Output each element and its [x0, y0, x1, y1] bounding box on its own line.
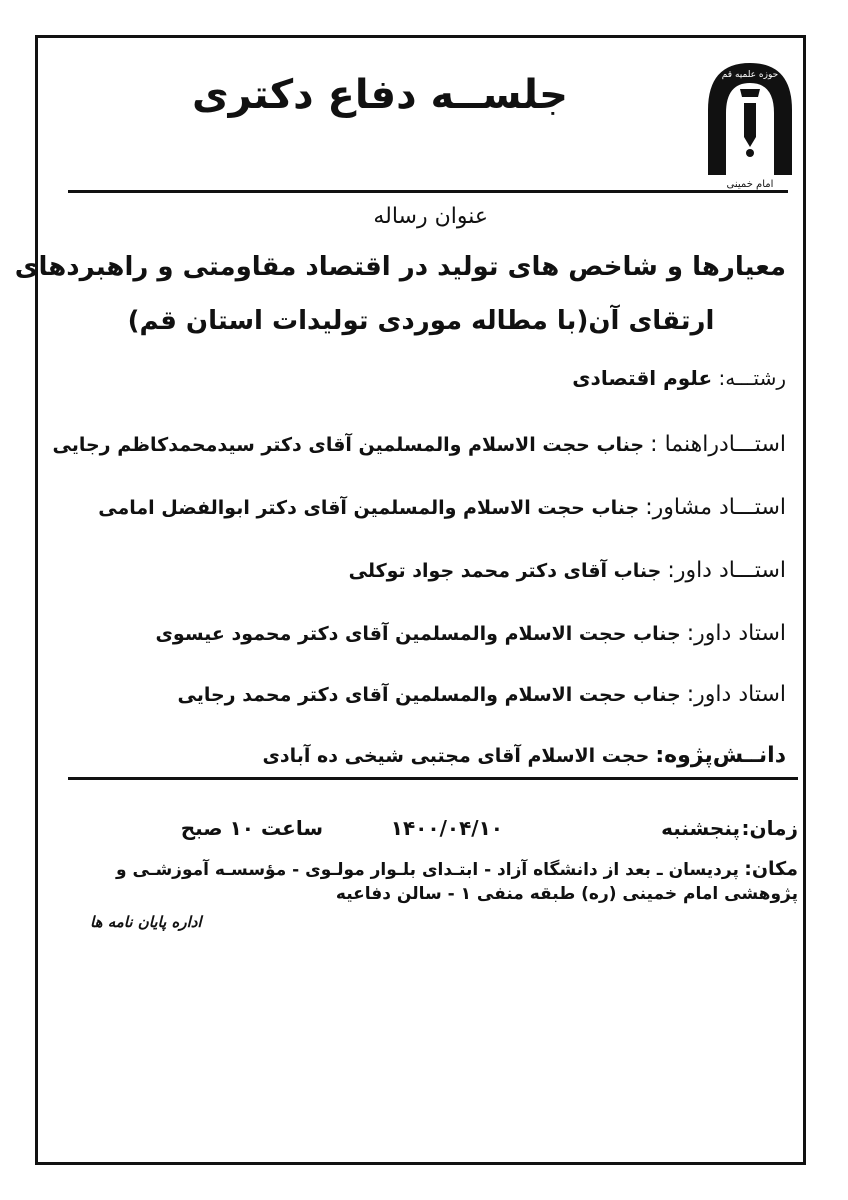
- schedule-divider: [68, 777, 798, 780]
- advisor-row: [53, 432, 787, 457]
- thesis-office-signature: اداره پایان نامه ها: [90, 913, 202, 931]
- place-label: مکان:: [744, 858, 798, 880]
- defense-day: پنجشنبه: [661, 816, 740, 840]
- thesis-caption: عنوان رساله: [373, 204, 488, 229]
- referee-row-1: [349, 558, 786, 583]
- place-row: [116, 858, 798, 880]
- referee-3-label: استاد داور:: [686, 682, 786, 707]
- header-divider: [68, 190, 788, 193]
- field-value: علوم اقتصادی: [572, 366, 713, 390]
- thesis-title-line2: ارتقای آن(با مطاله موردی تولیدات استان قم): [127, 306, 715, 336]
- referee-3-name: جناب حجت الاسلام والمسلمین آقای دکتر محمد رجایی: [177, 684, 681, 706]
- referee-1-label: استـــاد داور:: [667, 558, 786, 583]
- defense-date: ۱۴۰۰/۰۴/۱۰: [390, 816, 503, 840]
- advisor-name: جناب حجت الاسلام والمسلمین آقای دکتر سیدمحمدکاظم رجایی: [52, 434, 645, 456]
- thesis-title-line1: معیارها و شاخص های تولید در اقتصاد مقاومتی و راهبردهای: [14, 252, 786, 282]
- referee-2-label: استاد داور:: [686, 621, 786, 646]
- consultant-label: استـــاد مشاور:: [645, 495, 786, 520]
- time-label: زمان:: [741, 816, 798, 840]
- place-line2: پژوهشی امام خمینی (ره) طبقه منفی ۱ - سالن دفاعیه: [335, 884, 798, 904]
- consultant-row: [98, 495, 786, 520]
- student-row: [262, 743, 786, 768]
- logo-text-bottom: امام خمینی: [726, 179, 774, 190]
- advisor-label: استـــادراهنما :: [650, 432, 786, 457]
- logo-text-top: حوزه علمیه قم: [721, 70, 779, 80]
- field-label: رشتـــه:: [718, 366, 786, 390]
- student-name: حجت الاسلام آقای مجتبی شیخی ده آبادی: [262, 745, 650, 767]
- place-line1: پردیسان ـ بعد از دانشگاه آزاد - ابتـدای بلـوار مولـوی - مؤسسـه آموزشـی و: [115, 860, 739, 880]
- field-row: [572, 366, 786, 390]
- seminary-logo-icon: [700, 55, 800, 190]
- defense-hour: ساعت ۱۰ صبح: [180, 816, 323, 840]
- referee-2-name: جناب حجت الاسلام والمسلمین آقای دکتر محمود عیسوی: [155, 623, 681, 645]
- referee-1-name: جناب آقای دکتر محمد جواد توکلی: [348, 560, 662, 582]
- consultant-name: جناب حجت الاسلام والمسلمین آقای دکتر ابوالفضل امامی: [98, 497, 640, 519]
- referee-row-2: [156, 621, 786, 646]
- page-title: جلســه دفاع دکتری: [191, 72, 568, 118]
- student-label: دانــش‌پژوه:: [655, 743, 786, 768]
- referee-row-3: [177, 682, 786, 707]
